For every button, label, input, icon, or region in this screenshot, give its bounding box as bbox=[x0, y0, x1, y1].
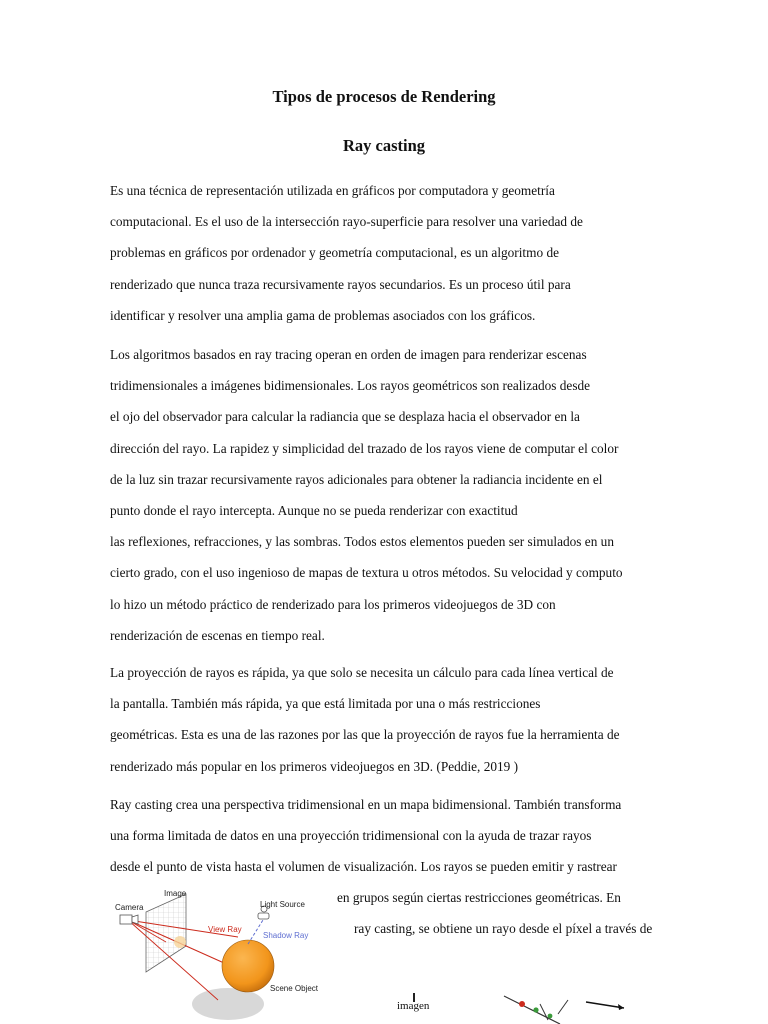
text-line: las reflexiones, refracciones, y las sombras. Todos estos elementos pueden ser simulados en un bbox=[110, 534, 614, 550]
text-line: la pantalla. También más rápida, ya que está limitada por una o más restricciones bbox=[110, 696, 541, 712]
text-line: desde el punto de vista hasta el volumen de visualización. Los rayos se pueden emitir y rastrear bbox=[110, 859, 617, 875]
scene-sphere bbox=[222, 940, 274, 992]
document-title: Tipos de procesos de Rendering bbox=[272, 87, 496, 106]
mini-point-red bbox=[519, 1001, 525, 1007]
shadow-ray-label: Shadow Ray bbox=[263, 931, 309, 940]
camera-label: Camera bbox=[115, 903, 144, 912]
text-line: de la luz sin trazar recursivamente rayos adicionales para obtener la radiancia incidente en el bbox=[110, 471, 603, 487]
text-line: renderizado más popular en los primeros videojuegos en 3D. (Peddie, 2019 ) bbox=[110, 758, 519, 774]
text-line: Ray casting crea una perspectiva tridimensional en un mapa bidimensional. También transforma bbox=[110, 797, 622, 812]
text-line: renderizado que nunca traza recursivamente rayos secundarios. Es un proceso útil para bbox=[110, 276, 571, 292]
text-line: problemas en gráficos por ordenador y geometría computacional, es un algoritmo de bbox=[110, 245, 559, 261]
paragraph-4 bbox=[110, 789, 662, 883]
text-line: una forma limitada de datos en una proyección tridimensional con la ayuda de trazar rayos bbox=[110, 828, 592, 844]
text-line: renderización de escenas en tiempo real. bbox=[110, 627, 325, 643]
mini-ray-line bbox=[540, 1004, 548, 1020]
text-line: tridimensionales a imágenes bidimensionales. Los rayos geométricos son realizados desde bbox=[110, 378, 591, 394]
text-line: computacional. Es el uso de la intersección rayo-superficie para resolver una variedad de bbox=[110, 214, 583, 230]
image-plane bbox=[146, 894, 186, 972]
figure-caption: imagen bbox=[397, 1000, 430, 1012]
text-line: Es una técnica de representación utilizada en gráficos por computadora y geometría bbox=[110, 183, 555, 198]
text-line: identificar y resolver una amplia gama de problemas asociados con los gráficos. bbox=[110, 307, 536, 323]
paragraph-1 bbox=[110, 175, 662, 331]
shadow-ellipse bbox=[192, 988, 264, 1020]
text-line: cierto grado, con el uso ingenioso de mapas de textura u otros métodos. Su velocidad y computo bbox=[110, 565, 623, 581]
image-label: Image bbox=[164, 889, 187, 898]
paragraph-3 bbox=[110, 657, 662, 782]
text-line: La proyección de rayos es rápida, ya que solo se necesita un cálculo para cada línea vertical de bbox=[110, 665, 614, 680]
mini-ray-line bbox=[558, 1000, 568, 1014]
mini-arrow-head bbox=[618, 1004, 624, 1010]
mini-point-green bbox=[548, 1014, 553, 1019]
mini-ray-line bbox=[504, 996, 560, 1024]
paragraph-2 bbox=[110, 339, 662, 651]
ray-casting-figure bbox=[108, 882, 330, 1024]
text-line: el ojo del observador para calcular la radiancia que se desplaza hacia el observador en la bbox=[110, 409, 580, 425]
mini-point-green bbox=[533, 1007, 538, 1012]
text-line: punto donde el rayo intercepta. Aunque no se pueda renderizar con exactitud bbox=[110, 503, 518, 519]
camera-icon bbox=[120, 915, 138, 924]
light-source-label: Light Source bbox=[260, 900, 305, 909]
text-line: Los algoritmos basados en ray tracing operan en orden de imagen para renderizar escenas bbox=[110, 347, 587, 362]
text-line: lo hizo un método práctico de renderizado para los primeros videojuegos de 3D con bbox=[110, 596, 556, 612]
wrapped-text-line: ray casting, se obtiene un rayo desde el píxel a través de bbox=[354, 921, 653, 936]
wrapped-text-line: en grupos según ciertas restricciones geométricas. En bbox=[337, 890, 621, 905]
view-ray-label: View Ray bbox=[208, 925, 242, 934]
text-line: geométricas. Esta es una de las razones por las que la proyección de rayos fue la herramienta de bbox=[110, 727, 620, 743]
scene-object-label: Scene Object bbox=[270, 984, 319, 993]
mini-ray-diagram bbox=[500, 990, 630, 1024]
ray-casting-diagram bbox=[108, 882, 330, 1024]
section-heading: Ray casting bbox=[342, 136, 426, 155]
text-line: dirección del rayo. La rapidez y simplicidad del trazado de los rayos viene de computar el color bbox=[110, 440, 619, 456]
pixel-highlight bbox=[174, 936, 186, 948]
